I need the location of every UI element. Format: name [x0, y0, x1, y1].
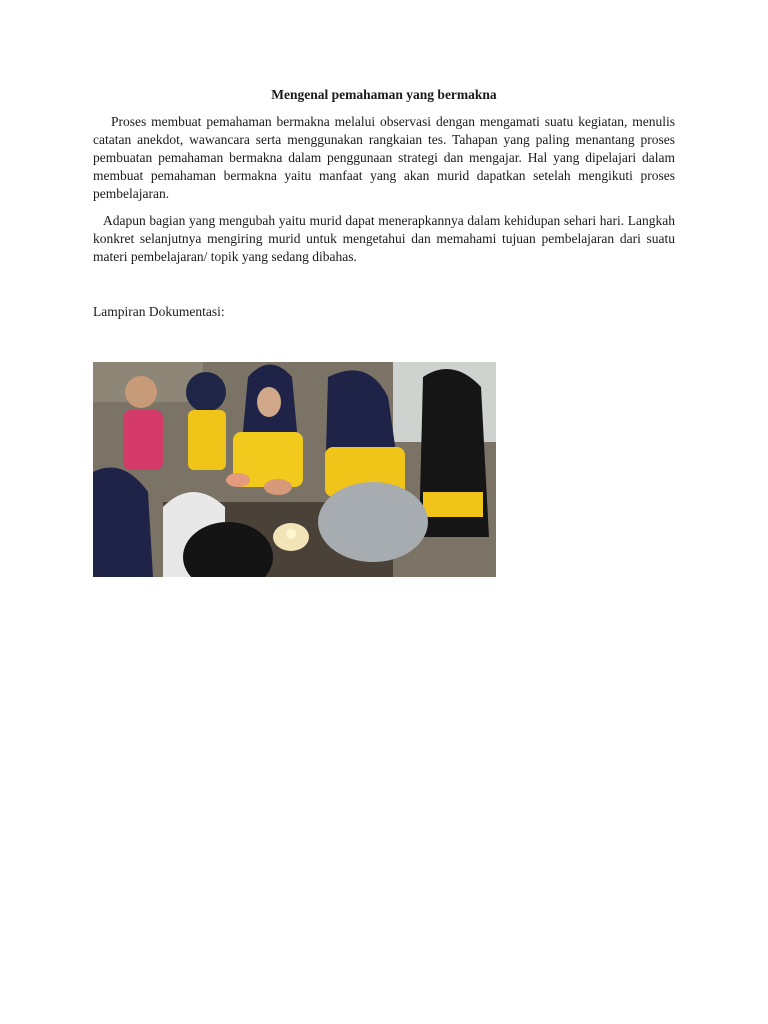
document-page: [93, 86, 675, 321]
paragraph-1: Proses membuat pemahaman bermakna melalui observasi dengan mengamati suatu kegiatan, menulis catatan anekdot, wawancara serta menggunakan rangkaian tes. Tahapan yang paling menantang proses pembuatan pemahaman bermakna dalam penggunaan strategi dan mengajar. Hal yang dipelajari dalam membuat pemahaman bermakna yaitu manfaat yang akan murid dapatkan setelah mengikuti proses pembelajaran.: [93, 114, 675, 201]
documentation-photo: [93, 362, 496, 577]
document-title: Mengenal pemahaman yang bermakna: [271, 87, 497, 102]
attachment-label: Lampiran Dokumentasi:: [93, 304, 225, 319]
paragraph-2: Adapun bagian yang mengubah yaitu murid dapat menerapkannya dalam kehidupan sehari hari. Langkah konkret selanjutnya mengiring murid untuk mengetahui dan memahami tujuan pembelajaran dari suatu materi pembelajaran/ topik yang sedang dibahas.: [93, 213, 675, 264]
